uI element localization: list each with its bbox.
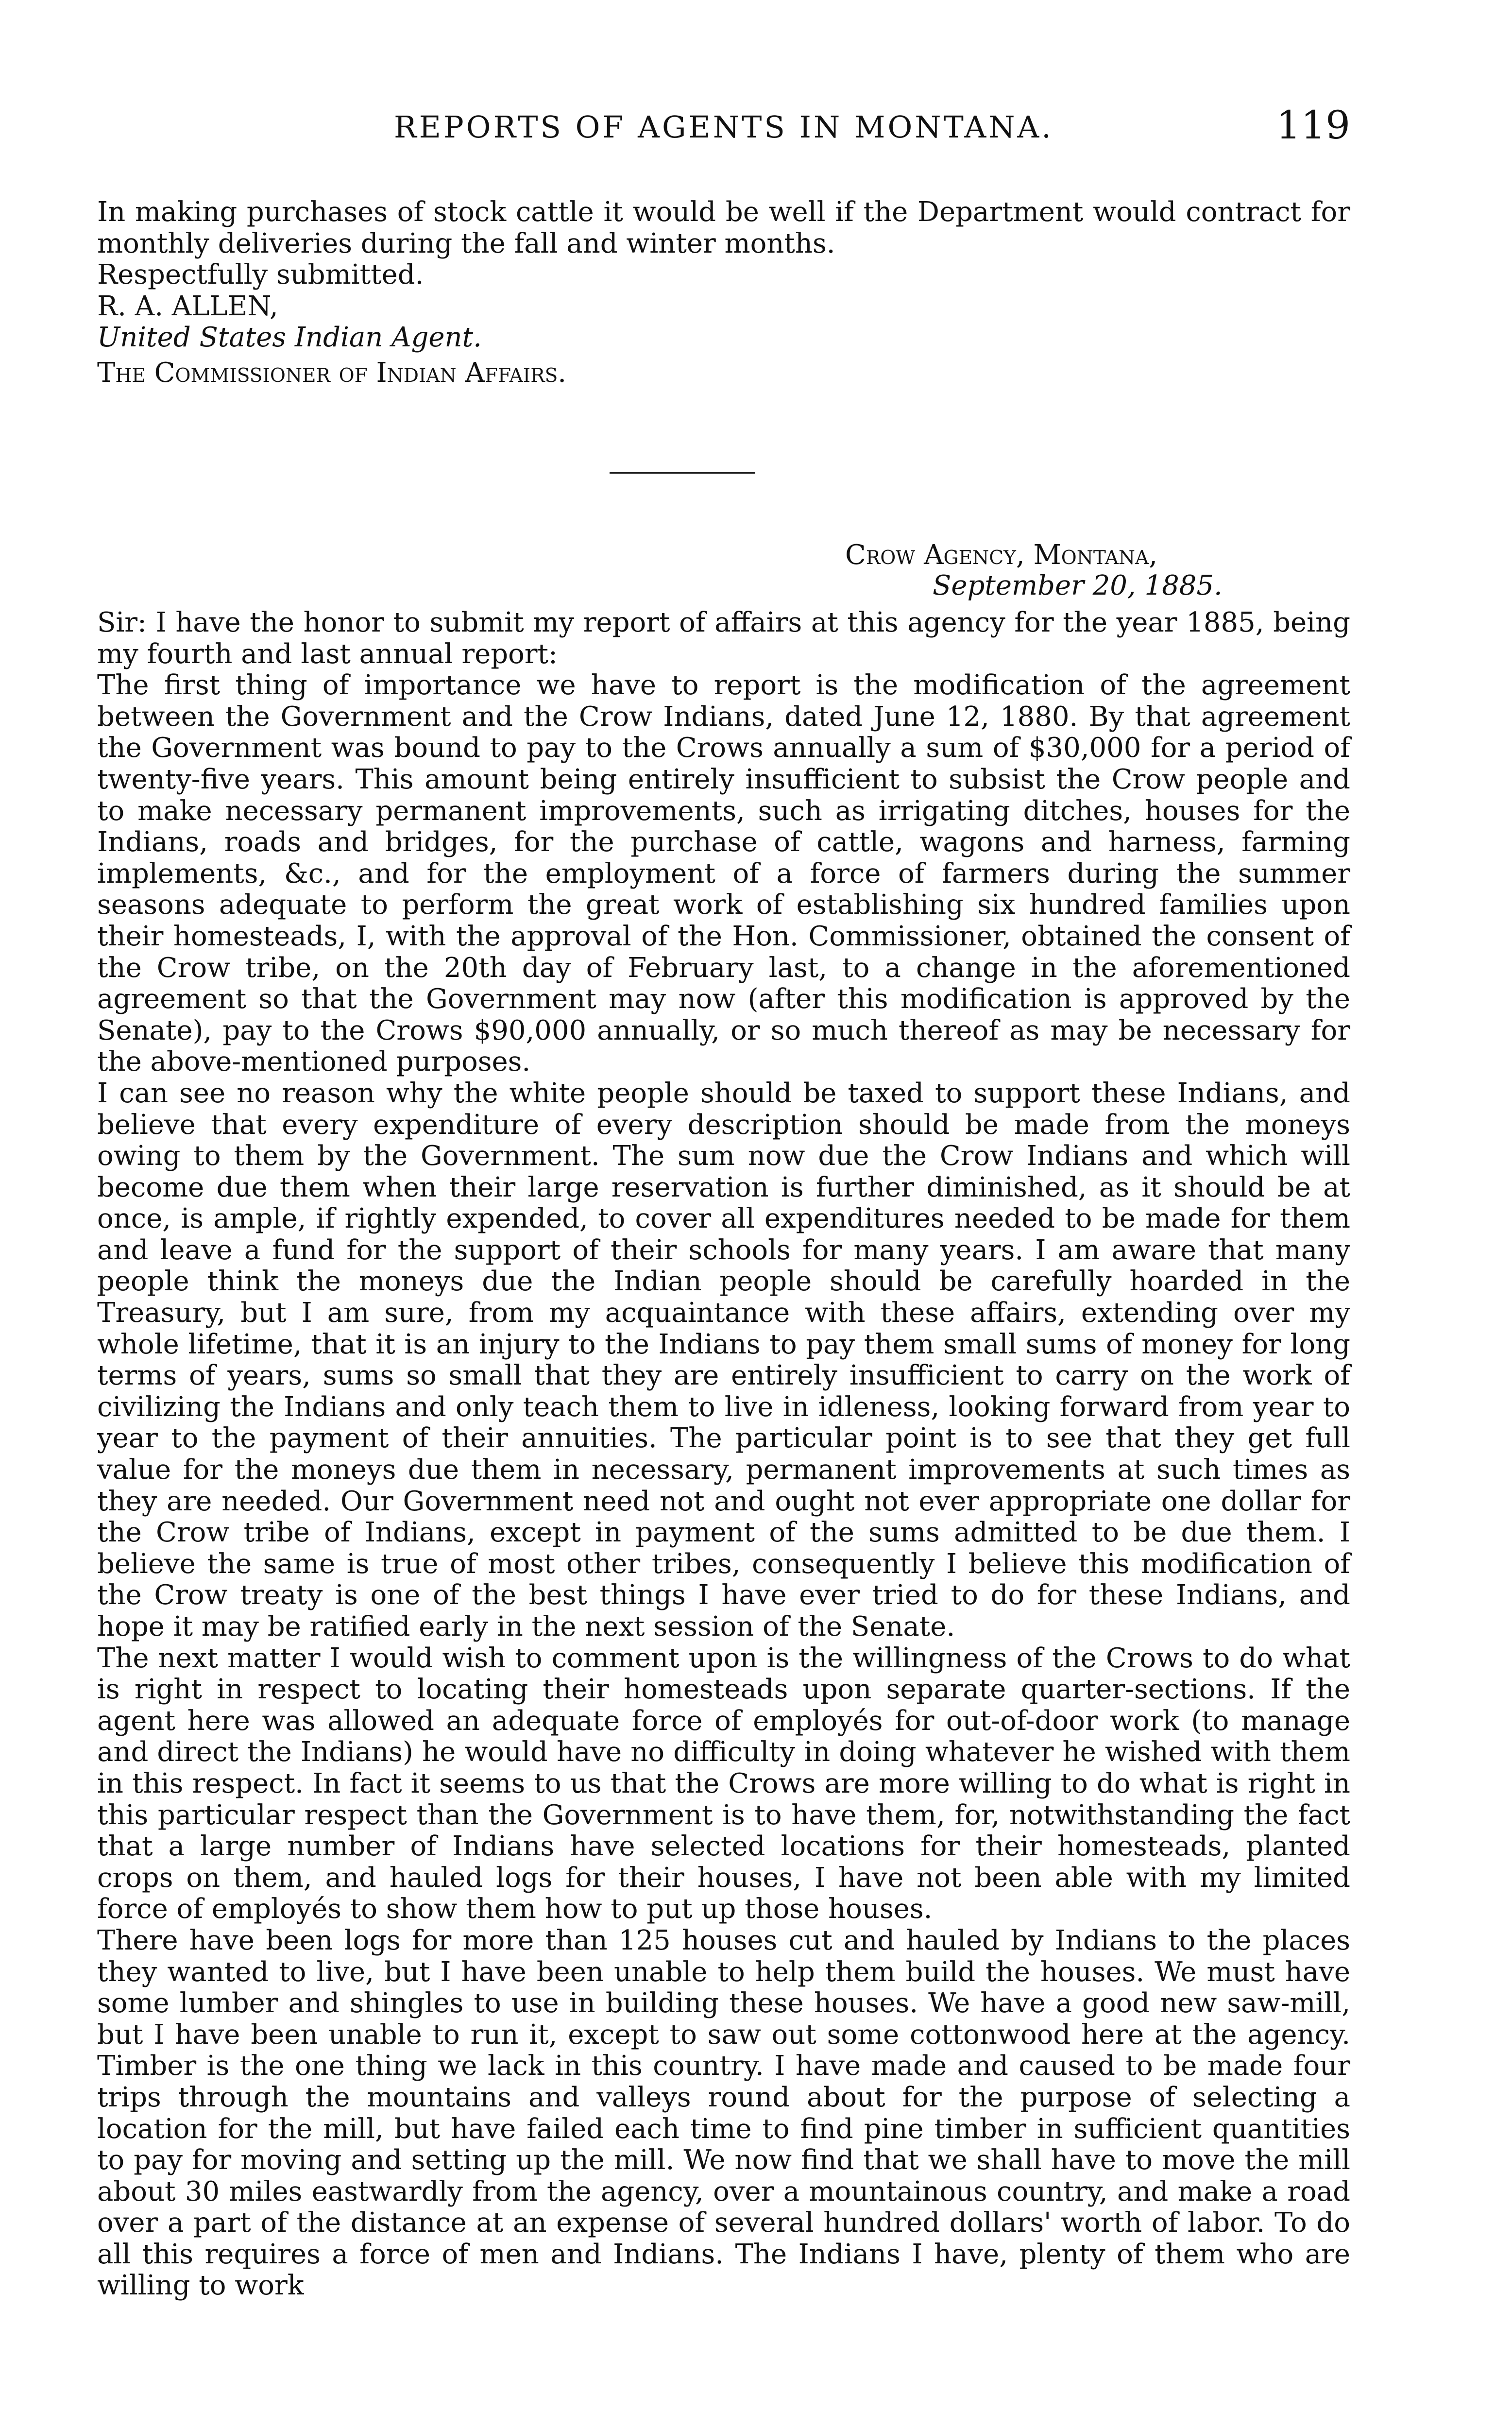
section-divider	[610, 472, 755, 474]
signer-name: R. A. ALLEN,	[97, 290, 278, 322]
page-number: 119	[1276, 103, 1350, 148]
page-header	[97, 103, 1350, 158]
letter-body	[97, 607, 1350, 2302]
running-head: REPORTS OF AGENTS IN MONTANA.	[394, 109, 1053, 145]
letter-paragraph-5: There have been logs for more than 125 houses cut and hauled by Indians to the places they wanted to live, but I have been unable to help them build the houses. We must have some lumber and shingles to use in building these houses. We have a good new saw-mill, but I have been unable to run it, except to saw out some cottonwood here at the agency. Timber is the one thing we lack in this country. I have made and caused to be made four trips through the mountains and valleys round about for the purpose of selecting a location for the mill, but have failed each time to find pine timber in sufficient quantities to pay for moving and setting up the mill. We now find that we shall have to move the mill about 30 miles eastwardly from the agency, over a mountainous country, and make a road over a part of the distance at an expense of several hundred dollars' worth of labor. To do all this requires a force of men and Indians. The Indians I have, plenty of them who are willing to work	[97, 1924, 1350, 2302]
letter-date	[933, 570, 1223, 601]
addressee: The Commissioner of Indian Affairs.	[97, 357, 567, 389]
letter-date-text: September 20, 1885.	[933, 570, 1223, 601]
letter-paragraph-4: The next matter I would wish to comment upon is the willingness of the Crows to do what is right in respect to locating their homesteads upon separate quarter-sections. If the agent here was allowed an adequate force of employés for out-of-door work (to manage and direct the Indians) he would have no difficulty in doing whatever he wished with them in this respect. In fact it seems to us that the Crows are more willing to do what is right in this particular respect than the Government is to have them, for, notwithstanding the fact that a large number of Indians have selected locations for their homesteads, planted crops on them, and hauled logs for their houses, I have not been able with my limited force of employés to show them how to put up those houses.	[97, 1642, 1350, 1925]
letter-paragraph-3: I can see no reason why the white people should be taxed to support these Indians, and believe that every expenditure of every description should be made from the moneys owing to them by the Government. The sum now due the Crow Indians and which will become due them when their large reservation is further diminished, as it should be at once, is ample, if rightly expended, to cover all expenditures needed to be made for them and leave a fund for the support of their schools for many years. I am aware that many people think the moneys due the Indian people should be carefully hoarded in the Treasury, but I am sure, from my acquaintance with these affairs, extending over my whole lifetime, that it is an injury to the Indians to pay them small sums of money for long terms of years, sums so small that they are entirely insufficient to carry on the work of civilizing the Indians and only teach them to live in idleness, looking forward from year to year to the payment of their annuities. The particular point is to see that they get full value for the moneys due them in necessary, permanent improvements at such times as they are needed. Our Government need not and ought not ever appropriate one dollar for the Crow tribe of Indians, except in payment of the sums admitted to be due them. I believe the same is true of most other tribes, consequently I believe this modification of the Crow treaty is one of the best things I have ever tried to do for these Indians, and hope it may be ratified early in the next session of the Senate.	[97, 1077, 1350, 1642]
signer-title: United States Indian Agent.	[97, 322, 482, 354]
letter-paragraph-1: Sir: I have the honor to submit my report of affairs at this agency for the year 1885, being my fourth and last annual report:	[97, 607, 1350, 670]
closing-block	[97, 197, 1350, 354]
salutation: Respectfully submitted.	[97, 259, 424, 291]
letter-paragraph-2: The first thing of importance we have to report is the modification of the agreement between the Government and the Crow Indians, dated June 12, 1880. By that agreement the Government was bound to pay to the Crows annually a sum of $30,000 for a period of twenty-five years. This amount being entirely insufficient to subsist the Crow people and to make necessary permanent improvements, such as irrigating ditches, houses for the Indians, roads and bridges, for the purchase of cattle, wagons and harness, farming implements, &c., and for the employment of a force of farmers during the summer seasons adequate to perform the great work of establishing six hundred families upon their homesteads, I, with the approval of the Hon. Commissioner, obtained the consent of the Crow tribe, on the 20th day of February last, to a change in the aforementioned agreement so that the Government may now (after this modification is approved by the Senate), pay to the Crows $90,000 annually, or so much thereof as may be necessary for the above-mentioned purposes.	[97, 669, 1350, 1078]
letter-place: Crow Agency, Montana,	[845, 539, 1158, 571]
closing-paragraph: In making purchases of stock cattle it would be well if the Department would contract for monthly deliveries during the fall and winter months.	[97, 196, 1350, 259]
